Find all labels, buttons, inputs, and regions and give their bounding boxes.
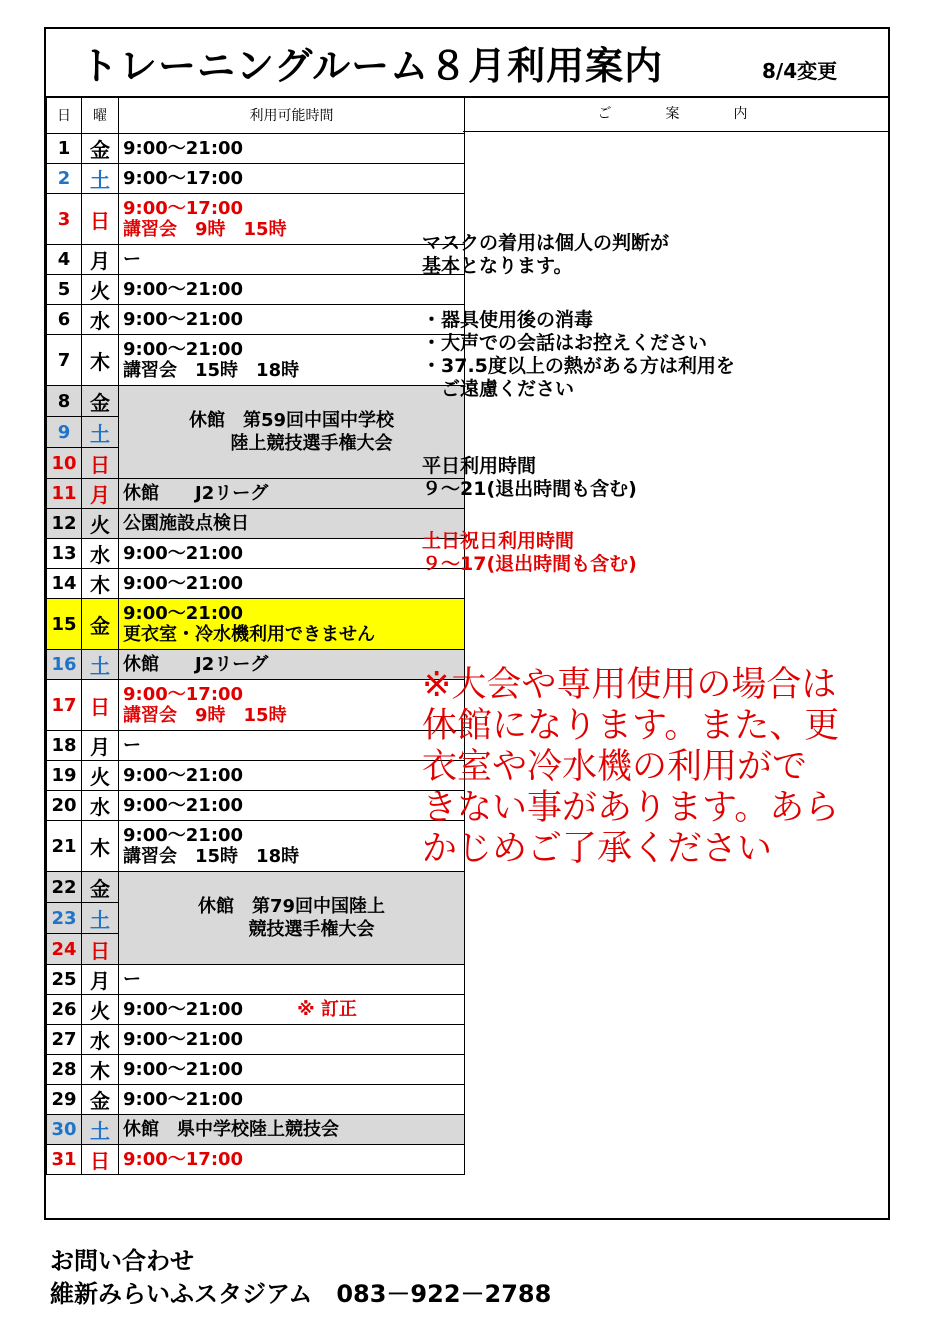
closure-block	[119, 872, 465, 965]
time-cell	[119, 761, 465, 791]
weekday-cell: 水	[82, 539, 119, 569]
time-cell	[119, 821, 465, 872]
table-row	[47, 791, 465, 821]
weekday-cell: 土	[82, 164, 119, 194]
time-cell	[119, 335, 465, 386]
mask-notice: マスクの着用は個人の判断が 基本となります。	[422, 232, 670, 277]
day-cell: 5	[47, 275, 82, 305]
time-line: ー	[123, 249, 141, 270]
weekday-cell: 木	[82, 821, 119, 872]
table-row	[47, 245, 465, 275]
time-line: 9:00～21:00	[123, 1089, 244, 1110]
day-cell: 20	[47, 791, 82, 821]
table-row	[47, 1145, 465, 1175]
weekday-cell: 月	[82, 479, 119, 509]
time-line: 9:00～21:00	[123, 573, 244, 594]
table-row	[47, 872, 465, 903]
time-line: 9:00～17:00	[123, 684, 244, 705]
time-line: 9:00～21:00	[123, 795, 244, 816]
weekday-cell: 月	[82, 245, 119, 275]
weekday-cell: 木	[82, 569, 119, 599]
day-cell: 4	[47, 245, 82, 275]
time-cell	[119, 650, 465, 680]
contact-label: お問い合わせ	[50, 1247, 194, 1275]
closure-notice: ※大会や専用使用の場合は休館になります。また、更衣室や冷水機の利用ができない事があります。あらかじめご了承ください	[422, 665, 840, 869]
time-line: 休館 J2リーグ	[123, 654, 269, 675]
table-row	[47, 1115, 465, 1145]
weekday-cell: 火	[82, 761, 119, 791]
time-cell	[119, 680, 465, 731]
table-row	[47, 194, 465, 245]
table-row	[47, 650, 465, 680]
weekday-cell: 金	[82, 134, 119, 164]
weekday-cell: 土	[82, 903, 119, 934]
time-line: 9:00～21:00	[123, 1059, 244, 1080]
time-cell	[119, 245, 465, 275]
day-cell: 12	[47, 509, 82, 539]
revision-note: 8/4変更	[762, 59, 838, 83]
time-cell	[119, 1115, 465, 1145]
table-row	[47, 761, 465, 791]
time-cell	[119, 164, 465, 194]
day-cell: 8	[47, 386, 82, 417]
weekday-cell: 水	[82, 1025, 119, 1055]
time-line: 公園施設点検日	[123, 513, 249, 534]
header-weekday: 曜	[82, 97, 119, 134]
day-cell: 13	[47, 539, 82, 569]
time-cell	[119, 569, 465, 599]
table-row	[47, 134, 465, 164]
time-cell	[119, 1025, 465, 1055]
time-line: 9:00～21:00	[123, 999, 244, 1020]
time-cell	[119, 479, 465, 509]
time-cell	[119, 275, 465, 305]
time-line: 休館 県中学校陸上競技会	[123, 1119, 339, 1140]
weekday-cell: 日	[82, 934, 119, 965]
table-row	[47, 965, 465, 995]
table-row	[47, 1055, 465, 1085]
time-line: 9:00～17:00	[123, 1149, 244, 1170]
day-cell: 25	[47, 965, 82, 995]
day-cell: 9	[47, 417, 82, 448]
time-line: 講習会 15時 18時	[123, 846, 300, 867]
header-guide: ご 案 内	[463, 96, 888, 132]
weekday-cell: 月	[82, 965, 119, 995]
time-line: 9:00～21:00	[123, 339, 244, 360]
time-line: 講習会 9時 15時	[123, 219, 287, 240]
day-cell: 11	[47, 479, 82, 509]
time-line: 9:00～21:00	[123, 138, 244, 159]
day-cell: 2	[47, 164, 82, 194]
weekday-cell: 日	[82, 680, 119, 731]
closure-line: 休館 第79回中国陸上	[197, 896, 386, 917]
day-cell: 26	[47, 995, 82, 1025]
weekday-cell: 日	[82, 194, 119, 245]
table-row	[47, 995, 465, 1025]
time-cell	[119, 509, 465, 539]
day-cell: 15	[47, 599, 82, 650]
table-row	[47, 164, 465, 194]
weekday-cell: 土	[82, 1115, 119, 1145]
time-line: 休館 J2リーグ	[123, 483, 269, 504]
schedule-frame	[44, 27, 890, 1220]
weekday-cell: 金	[82, 1085, 119, 1115]
weekday-hours: 平日利用時間 ９～21(退出時間も含む)	[422, 455, 637, 500]
time-line: 講習会 9時 15時	[123, 705, 287, 726]
time-line: 9:00～21:00	[123, 825, 244, 846]
day-cell: 24	[47, 934, 82, 965]
table-row	[47, 386, 465, 417]
day-cell: 1	[47, 134, 82, 164]
schedule-table	[46, 96, 465, 1175]
weekday-cell: 日	[82, 1145, 119, 1175]
time-cell	[119, 305, 465, 335]
time-line: 9:00～21:00	[123, 543, 244, 564]
time-line: 講習会 15時 18時	[123, 360, 300, 381]
title-bar	[46, 29, 888, 98]
day-cell: 6	[47, 305, 82, 335]
contact-info	[50, 1245, 551, 1311]
contact-phone: 維新みらいふスタジアム 083－922－2788	[50, 1280, 552, 1308]
table-row	[47, 599, 465, 650]
time-line: ー	[123, 735, 141, 756]
weekday-cell: 土	[82, 650, 119, 680]
header-day: 日	[47, 97, 82, 134]
weekday-cell: 火	[82, 995, 119, 1025]
page-title: トレーニングルーム８月利用案内	[80, 44, 664, 88]
table-row	[47, 821, 465, 872]
weekday-cell: 火	[82, 275, 119, 305]
weekday-cell: 金	[82, 386, 119, 417]
time-cell	[119, 731, 465, 761]
time-line: 9:00～17:00	[123, 198, 244, 219]
time-cell	[119, 1055, 465, 1085]
day-cell: 10	[47, 448, 82, 479]
table-row	[47, 1025, 465, 1055]
time-cell	[119, 1085, 465, 1115]
day-cell: 31	[47, 1145, 82, 1175]
day-cell: 29	[47, 1085, 82, 1115]
table-row	[47, 275, 465, 305]
usage-rules: ・器具使用後の消毒 ・大声での会話はお控えください ・37.5度以上の熱がある方は利用を ご遠慮ください	[422, 309, 735, 400]
time-line: 9:00～17:00	[123, 168, 244, 189]
day-cell: 23	[47, 903, 82, 934]
table-row	[47, 509, 465, 539]
time-cell	[119, 995, 465, 1025]
closure-line: 競技選手権大会	[248, 919, 375, 940]
time-cell	[119, 599, 465, 650]
day-cell: 21	[47, 821, 82, 872]
header-time: 利用可能時間	[119, 97, 465, 134]
table-row	[47, 680, 465, 731]
weekday-cell: 日	[82, 448, 119, 479]
table-header-row	[47, 97, 465, 134]
closure-block	[119, 386, 465, 479]
day-cell: 30	[47, 1115, 82, 1145]
day-cell: 22	[47, 872, 82, 903]
day-cell: 7	[47, 335, 82, 386]
day-cell: 27	[47, 1025, 82, 1055]
day-cell: 19	[47, 761, 82, 791]
weekday-cell: 火	[82, 509, 119, 539]
time-line: 9:00～21:00	[123, 1029, 244, 1050]
weekday-cell: 木	[82, 1055, 119, 1085]
weekend-hours: 土日祝日利用時間 ９～17(退出時間も含む)	[422, 530, 637, 575]
day-cell: 17	[47, 680, 82, 731]
weekday-cell: 木	[82, 335, 119, 386]
day-cell: 18	[47, 731, 82, 761]
weekday-cell: 金	[82, 599, 119, 650]
table-row	[47, 731, 465, 761]
table-row	[47, 1085, 465, 1115]
weekday-cell: 水	[82, 305, 119, 335]
closure-line: 陸上競技選手権大会	[230, 433, 393, 454]
day-cell: 28	[47, 1055, 82, 1085]
table-row	[47, 539, 465, 569]
correction-note: ※ 訂正	[297, 999, 357, 1020]
day-cell: 14	[47, 569, 82, 599]
time-cell	[119, 194, 465, 245]
time-line: 更衣室・冷水機利用できません	[123, 624, 375, 645]
time-cell	[119, 134, 465, 164]
weekday-cell: 水	[82, 791, 119, 821]
table-row	[47, 479, 465, 509]
time-cell	[119, 965, 465, 995]
time-line: 9:00～21:00	[123, 279, 244, 300]
table-row	[47, 569, 465, 599]
weekday-cell: 月	[82, 731, 119, 761]
time-line: 9:00～21:00	[123, 309, 244, 330]
weekday-cell: 土	[82, 417, 119, 448]
time-line: 9:00～21:00	[123, 603, 244, 624]
table-row	[47, 305, 465, 335]
day-cell: 3	[47, 194, 82, 245]
day-cell: 16	[47, 650, 82, 680]
weekday-cell: 金	[82, 872, 119, 903]
time-line: ー	[123, 969, 141, 990]
table-row	[47, 335, 465, 386]
time-cell	[119, 1145, 465, 1175]
time-cell	[119, 791, 465, 821]
time-line: 9:00～21:00	[123, 765, 244, 786]
closure-line: 休館 第59回中国中学校	[188, 410, 395, 431]
time-cell	[119, 539, 465, 569]
schedule-body	[47, 134, 465, 1175]
